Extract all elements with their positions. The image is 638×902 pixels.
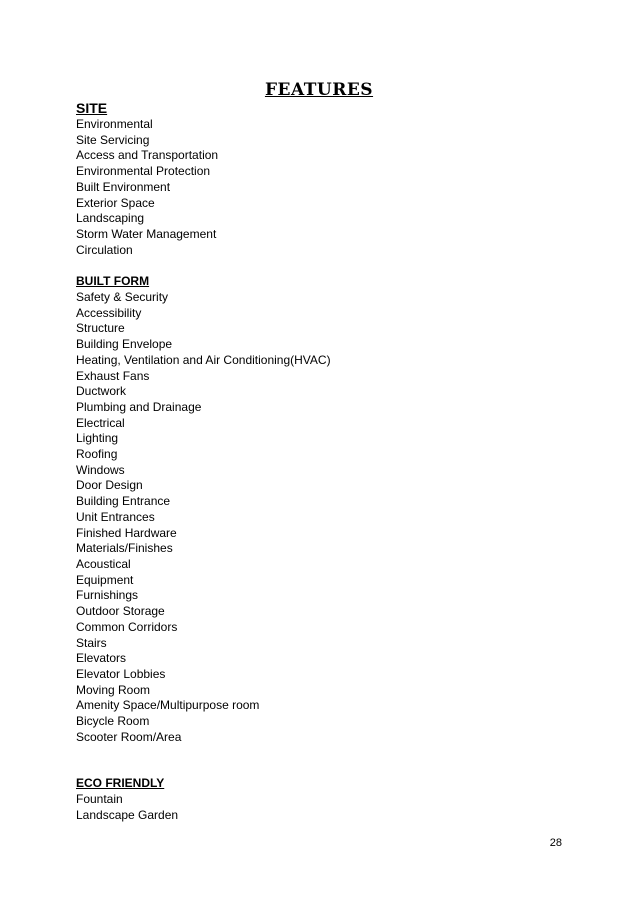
eco-friendly-list bbox=[76, 792, 556, 823]
list-item: Materials/Finishes bbox=[76, 541, 173, 556]
list-item: Electrical bbox=[76, 415, 125, 430]
list-item: Landscaping bbox=[76, 211, 145, 226]
list-item: Fountain bbox=[76, 792, 123, 807]
list-item: Bicycle Room bbox=[76, 714, 150, 729]
list-item: Accessibility bbox=[76, 305, 142, 320]
list-item: Door Design bbox=[76, 478, 143, 493]
list-item: Circulation bbox=[76, 242, 133, 257]
list-item: Stairs bbox=[76, 635, 107, 650]
built-form-list bbox=[76, 290, 556, 745]
list-item: Heating, Ventilation and Air Conditioning(HVAC) bbox=[76, 352, 331, 367]
section-spacer bbox=[76, 745, 556, 776]
list-item: Exhaust Fans bbox=[76, 368, 150, 383]
list-item: Furnishings bbox=[76, 588, 139, 603]
list-item: Structure bbox=[76, 321, 125, 336]
list-item: Elevator Lobbies bbox=[76, 666, 166, 681]
list-item: Landscape Garden bbox=[76, 807, 179, 822]
list-item: Storm Water Management bbox=[76, 226, 217, 241]
list-item: Scooter Room/Area bbox=[76, 729, 182, 744]
list-item: Finished Hardware bbox=[76, 525, 177, 540]
list-item: Building Entrance bbox=[76, 494, 171, 509]
list-item: Moving Room bbox=[76, 682, 151, 697]
list-item: Exterior Space bbox=[76, 195, 155, 210]
list-item: Windows bbox=[76, 462, 125, 477]
list-item: Environmental bbox=[76, 117, 153, 131]
section-heading-eco-friendly: ECO FRIENDLY bbox=[76, 776, 165, 791]
list-item: Common Corridors bbox=[76, 619, 178, 634]
section-heading-site: SITE bbox=[76, 100, 108, 116]
site-list bbox=[76, 117, 556, 258]
list-item: Ductwork bbox=[76, 384, 127, 399]
list-item: Amenity Space/Multipurpose room bbox=[76, 698, 260, 713]
list-item: Elevators bbox=[76, 651, 127, 666]
section-spacer bbox=[76, 258, 556, 274]
list-item: Unit Entrances bbox=[76, 509, 155, 524]
list-item: Building Envelope bbox=[76, 337, 173, 352]
features-content bbox=[76, 98, 556, 824]
list-item: Site Servicing bbox=[76, 132, 150, 147]
list-item: Safety & Security bbox=[76, 290, 169, 305]
list-item: Environmental Protection bbox=[76, 164, 211, 179]
page-title: FEATURES bbox=[264, 80, 374, 100]
list-item: Built Environment bbox=[76, 179, 171, 194]
list-item: Access and Transportation bbox=[76, 148, 219, 163]
list-item: Plumbing and Drainage bbox=[76, 399, 202, 414]
section-heading-built-form: BUILT FORM bbox=[76, 274, 150, 289]
list-item: Equipment bbox=[76, 572, 134, 587]
list-item: Lighting bbox=[76, 431, 119, 446]
list-item: Acoustical bbox=[76, 556, 131, 571]
page-number: 28 bbox=[549, 837, 562, 849]
list-item: Roofing bbox=[76, 447, 118, 462]
list-item: Outdoor Storage bbox=[76, 604, 165, 619]
